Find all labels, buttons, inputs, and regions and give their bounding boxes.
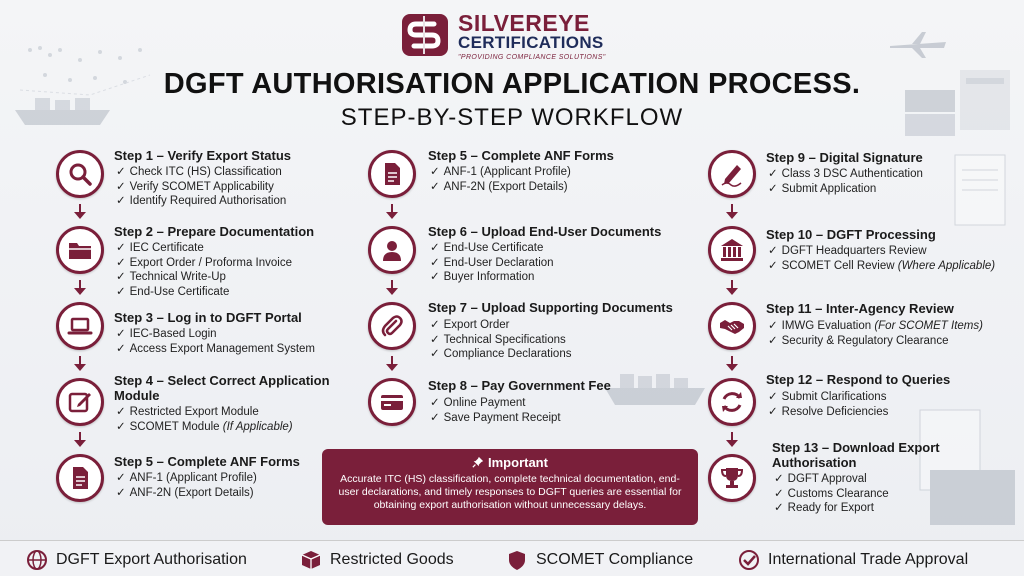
step-item: ✓ End-User Declaration bbox=[430, 256, 554, 269]
globe-icon bbox=[26, 549, 48, 571]
handshake-icon bbox=[708, 302, 756, 350]
document-decoration bbox=[950, 150, 1010, 230]
silvereye-logo-icon bbox=[400, 12, 450, 58]
arrow-down-icon bbox=[73, 280, 87, 296]
bank-icon bbox=[708, 226, 756, 274]
step-item: ✓ DGFT Approval bbox=[774, 473, 867, 485]
brand-name: SILVEREYE bbox=[458, 10, 590, 36]
step-item: ✓ DGFT Headquarters Review bbox=[768, 245, 927, 257]
important-title: Important bbox=[334, 455, 686, 470]
step-title: Step 1 – Verify Export Status bbox=[114, 148, 292, 163]
step-item: ✓ SCOMET Cell Review (Where Applicable) bbox=[768, 259, 996, 272]
step-item: ✓ Verify SCOMET Applicability bbox=[116, 180, 274, 193]
document-icon bbox=[56, 454, 104, 502]
step-title: Step 5 – Complete ANF Forms bbox=[428, 148, 614, 163]
step-item: ✓ Customs Clearance bbox=[774, 487, 889, 500]
laptop-icon bbox=[56, 302, 104, 350]
plane-decoration bbox=[888, 30, 948, 60]
step-item: ✓ Access Export Management System bbox=[116, 342, 315, 355]
footer-item-scomet: SCOMET Compliance bbox=[506, 549, 693, 571]
page-title: DGFT AUTHORISATION APPLICATION PROCESS. bbox=[163, 68, 861, 100]
brand-tagline: "PROVIDING COMPLIANCE SOLUTIONS" bbox=[458, 54, 606, 61]
step-item: ✓ ANF-2N (Export Details) bbox=[430, 180, 568, 193]
document-icon bbox=[368, 150, 416, 198]
arrow-down-icon bbox=[385, 204, 399, 220]
step-item: ✓ IEC-Based Login bbox=[116, 328, 217, 340]
important-notice bbox=[322, 449, 698, 525]
step-item: ✓ End-Use Certificate bbox=[430, 242, 544, 254]
card-icon bbox=[368, 378, 416, 426]
arrow-down-icon bbox=[725, 280, 739, 296]
trophy-icon bbox=[708, 454, 756, 502]
step-item: ✓ Online Payment bbox=[430, 397, 526, 409]
step-title: Step 6 – Upload End-User Documents bbox=[428, 224, 662, 239]
edit-icon bbox=[56, 378, 104, 426]
footer-item-restricted: Restricted Goods bbox=[300, 549, 454, 571]
arrow-down-icon bbox=[73, 204, 87, 220]
arrow-down-icon bbox=[725, 432, 739, 448]
step-title: Step 11 – Inter-Agency Review bbox=[766, 301, 954, 316]
step-item: ✓ Submit Application bbox=[768, 182, 877, 195]
step-item: ✓ Check ITC (HS) Classification bbox=[116, 166, 282, 178]
step-title: Step 5 – Complete ANF Forms bbox=[114, 454, 300, 469]
step-item: ✓ ANF-1 (Applicant Profile) bbox=[116, 472, 257, 484]
step-item: ✓ IEC Certificate bbox=[116, 242, 204, 254]
step-item: ✓ ANF-2N (Export Details) bbox=[116, 486, 254, 499]
step-title: Step 13 – Download Export Authorisation bbox=[772, 440, 940, 470]
magnifier-icon bbox=[56, 150, 104, 198]
step-item: ✓ Ready for Export bbox=[774, 502, 874, 514]
pin-icon bbox=[472, 456, 484, 468]
step-title: Step 12 – Respond to Queries bbox=[766, 372, 951, 387]
check-circle-icon bbox=[738, 549, 760, 571]
step-title: Step 10 – DGFT Processing bbox=[766, 227, 936, 242]
step-item: ✓ Export Order bbox=[430, 319, 510, 331]
step-item: ✓ Submit Clarifications bbox=[768, 391, 887, 403]
step-item: ✓ Security & Regulatory Clearance bbox=[768, 334, 949, 347]
arrow-down-icon bbox=[73, 432, 87, 448]
step-item: ✓ End-Use Certificate bbox=[116, 285, 230, 298]
refresh-icon bbox=[708, 378, 756, 426]
brand-logo bbox=[400, 8, 630, 66]
step-title: Step 2 – Prepare Documentation bbox=[114, 224, 315, 239]
important-text: Accurate ITC (HS) classification, complete technical documentation, end-user declarations, and timely responses to DGFT queries are essential for obtaining export authorisation without unnecessary delays. bbox=[338, 473, 682, 511]
footer-item-trade: International Trade Approval bbox=[738, 549, 968, 571]
step-item: ✓ Export Order / Proforma Invoice bbox=[116, 256, 292, 269]
step-item: ✓ IMWG Evaluation (For SCOMET Items) bbox=[768, 320, 983, 332]
arrow-down-icon bbox=[385, 280, 399, 296]
step-item: ✓ Compliance Declarations bbox=[430, 348, 572, 360]
arrow-down-icon bbox=[725, 356, 739, 372]
step-title: Step 9 – Digital Signature bbox=[766, 150, 923, 165]
paperclip-icon bbox=[368, 302, 416, 350]
folder-icon bbox=[56, 226, 104, 274]
pen-icon bbox=[708, 150, 756, 198]
step-title: Step 7 – Upload Supporting Documents bbox=[428, 300, 673, 315]
step-title: Step 8 – Pay Government Fee bbox=[428, 378, 611, 393]
step-item: ✓ Save Payment Receipt bbox=[430, 411, 561, 424]
step-item: ✓ Technical Write-Up bbox=[116, 271, 226, 283]
step-item: ✓ Identify Required Authorisation bbox=[116, 195, 287, 207]
box-icon bbox=[300, 549, 322, 571]
step-item: ✓ Resolve Deficiencies bbox=[768, 405, 889, 418]
page-subtitle: STEP-BY-STEP WORKFLOW bbox=[340, 104, 684, 131]
brand-subname: CERTIFICATIONS bbox=[458, 33, 604, 52]
arrow-down-icon bbox=[725, 204, 739, 220]
step-item: ✓ SCOMET Module (If Applicable) bbox=[116, 420, 293, 433]
step-item: ✓ ANF-1 (Applicant Profile) bbox=[430, 166, 571, 178]
arrow-down-icon bbox=[385, 356, 399, 372]
step-item: ✓ Restricted Export Module bbox=[116, 406, 259, 418]
step-item: ✓ Technical Specifications bbox=[430, 333, 566, 346]
shield-icon bbox=[506, 549, 528, 571]
step-title: Step 3 – Log in to DGFT Portal bbox=[114, 310, 302, 325]
arrow-down-icon bbox=[73, 356, 87, 372]
step-item: ✓ Class 3 DSC Authentication bbox=[768, 168, 923, 180]
footer-bar bbox=[0, 540, 1024, 576]
footer-item-dgft: DGFT Export Authorisation bbox=[26, 549, 247, 571]
cargo-ship-decoration bbox=[600, 360, 710, 410]
user-icon bbox=[368, 226, 416, 274]
step-item: ✓ Buyer Information bbox=[430, 271, 535, 283]
step-title: Step 4 – Select Correct Application Module bbox=[114, 373, 330, 403]
